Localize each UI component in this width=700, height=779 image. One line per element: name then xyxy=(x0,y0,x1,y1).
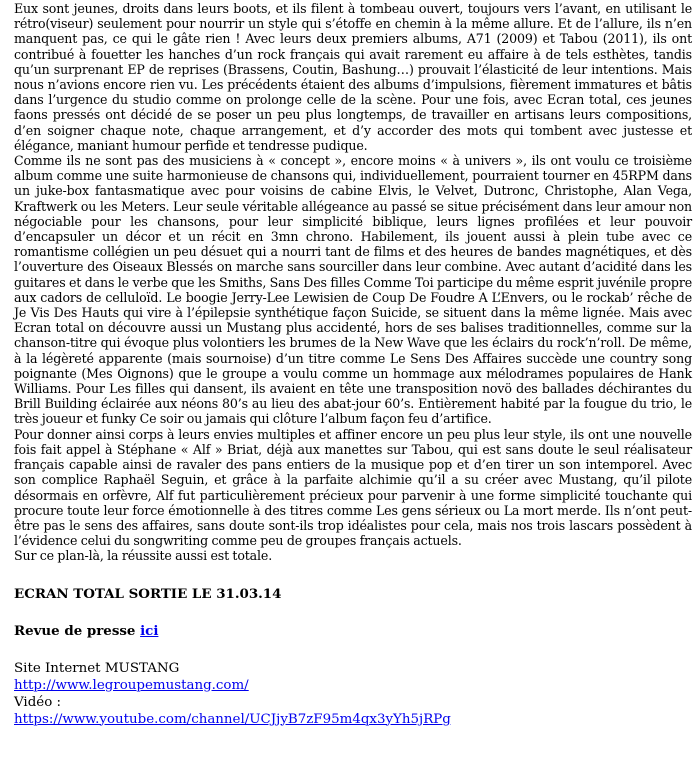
spacer xyxy=(14,640,692,660)
spacer xyxy=(14,564,692,586)
press-review-link[interactable]: ici xyxy=(140,622,159,639)
release-heading: ECRAN TOTAL SORTIE LE 31.03.14 xyxy=(14,585,282,602)
site-label: Site Internet MUSTANG xyxy=(14,660,180,676)
paragraph-album: Comme ils ne sont pas des musiciens à « concept », encore moins « à univers », ils ont voulu ce troisième album comme une suite harmonieuse de chansons qui, individuellement, pourraient tourner en 45RPM dans un juke-box fantasmatique avec pour voisins de cabine Elvis, le Velvet, Dutronc, Christophe, Alan Vega, Kraftwerk ou les Meters. Leur seule véritable allégeance au passé se situe précisément dans leur amour non négociable pour les chansons, pour leur simplicité biblique, leurs lignes profilées et leur pouvoir d’encapsuler un décor et un récit en 3mn chrono. Habilement, ils jouent aussi à plein tube avec ce romantisme collégien un peu désuet qui a nourri tant de films et des heures de bandes magnétiques, et dès l’ouverture des Oiseaux Blessés on marche sans sourciller dans leur combine. Avec autant d’acidité dans les guitares et dans le verbe que les Smiths, Sans Des filles Comme Toi participe du même esprit juvénile propre aux cadors de celluloïd. Le boogie Jerry-Lee Lewisien de Coup De Foudre A L’Envers, ou le rockab’ rêche de Je Vis Des Hauts qui vire à l’épilepsie synthétique façon Suicide, se situent dans la même lignée. Mais avec Ecran total on découvre aussi un Mustang plus accidenté, hors de ses balises traditionnelles, comme sur la chanson-titre qui évoque plus volontiers les brumes de la New Wave que les éclairs du rock’n’roll. De même, à la légèreté apparente (mais sournoise) d’un titre comme Le Sens Des Affaires succède une country song poignante (Mes Oignons) que le groupe a voulu comme un hommage aux mélodrames populaires de Hank Williams. Pour Les filles qui dansent, ils avaient en tête une transposition novö des ballades déchirantes du Brill Building éclairée aux néons 80’s au lieu des abat-jour 60’s. Entièrement habité par la fougue du trio, le très joueur et funky Ce soir ou jamais qui clôture l’album façon feu d’artifice. xyxy=(14,153,692,427)
site-url-link[interactable]: http://www.legroupemustang.com/ xyxy=(14,677,249,693)
paragraph-conclusion: Sur ce plan-là, la réussite aussi est totale. xyxy=(14,548,273,564)
press-review-label: Revue de presse xyxy=(14,622,141,639)
video-label: Vidéo : xyxy=(14,694,62,710)
paragraph-production: Pour donner ainsi corps à leurs envies multiples et affiner encore un peu plus leur style, ils ont une nouvelle fois fait appel à Stéphane « Alf » Briat, déjà aux manettes sur Tabou, qui est sans doute le seul réalisateur français capable ainsi de ravaler des pans entiers de la musique pop et d’en tirer un son intemporel. Avec son complice Raphaël Seguin, et grâce à la parfaite alchimie qu’il a su créer avec Mustang, qu’il pilote désormais en orfèvre, Alf fut particulièrement précieux pour parvenir à une forme simplicité touchante qui procure toute leur force émotionnelle à des titres comme Les gens sérieux ou La mort merde. Ils n’ont peut-être pas le sens des affaires, sans doute sont-ils trop idéalistes pour cela, mais nos trois lascars possèdent à l’évidence celui du songwriting comme peu de groupes français actuels. xyxy=(14,426,692,549)
press-review-line xyxy=(14,623,692,640)
video-url-link[interactable]: https://www.youtube.com/channel/UCJjyB7zF95m4qx3yYh5jRPg xyxy=(14,711,451,727)
paragraph-intro: Eux sont jeunes, droits dans leurs boots, et ils filent à tombeau ouvert, toujours vers l’avant, en utilisant le rétro(viseur) seulement pour nourrir un style qui s’étoffe en chemin à la même allure. Et de l’allure, ils n’en manquent pas, ce qui le gâte rien ! Avec leurs deux premiers albums, A71 (2009) et Tabou (2011), ils ont contribué à fouetter les hanches d’un rock français qui avait rarement eu affaire à de tels esthètes, tandis qu’un surprenant EP de reprises (Brassens, Coutin, Bashung…) prouvait l’élasticité de leur intentions. Mais nous n’avions encore rien vu. Les précédents étaient des albums d’impulsions, fièrement immatures et bâtis dans l’urgence du studio comme on prolonge celle de la scène. Pour une fois, avec Ecran total, ces jeunes faons pressés ont décidé de se poser un peu plus longtemps, de travailler en artisans leurs compositions, d’en soigner chaque note, chaque arrangement, et d’y accorder des mots qui tombent avec justesse et élégance, maniant humour perfide et tendresse pudique. xyxy=(14,1,692,153)
spacer xyxy=(14,603,692,623)
